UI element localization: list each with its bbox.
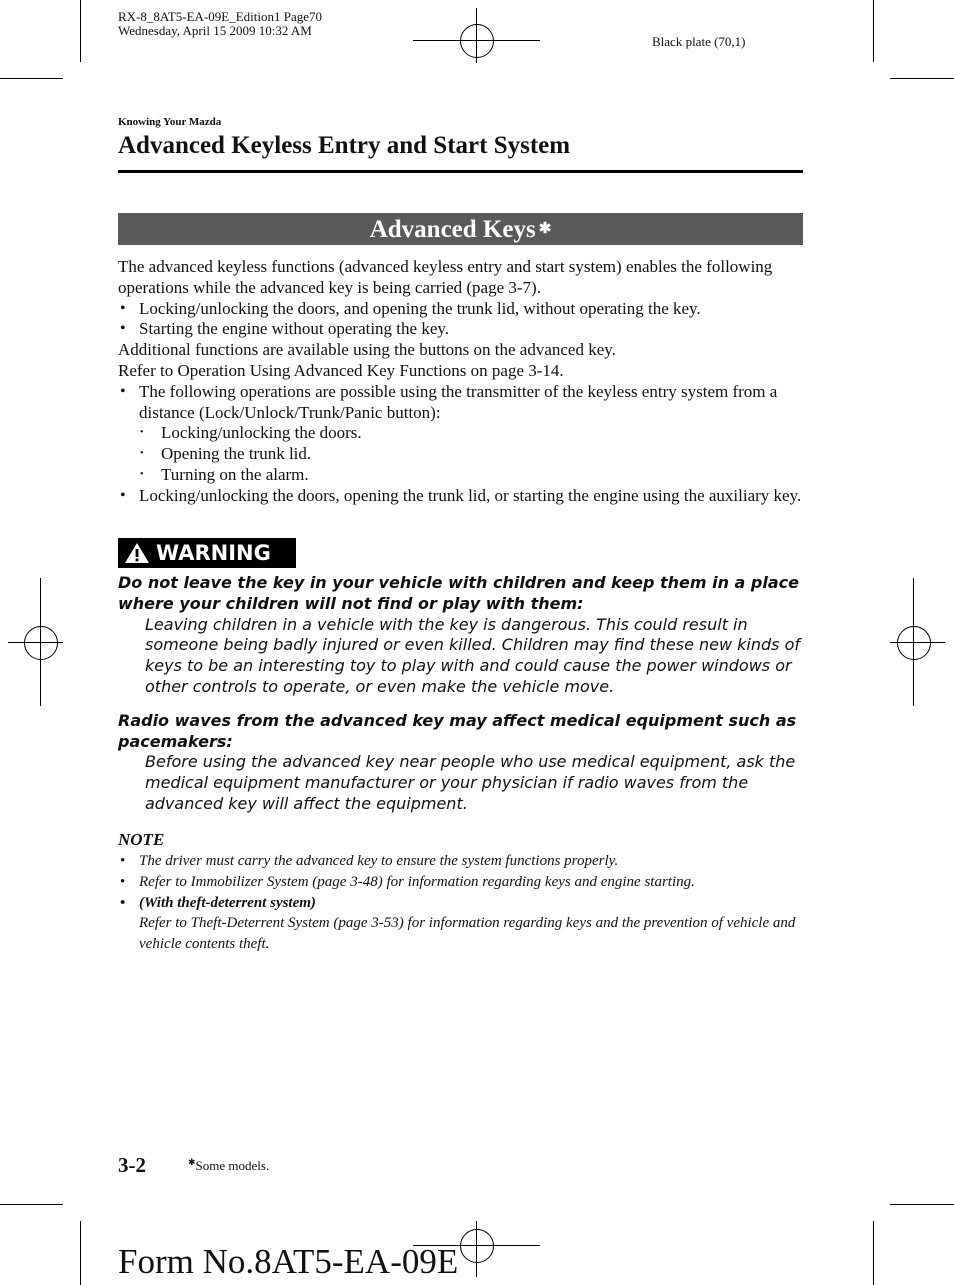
intro-sub-bullet: • Locking/unlocking the doors. bbox=[118, 423, 803, 444]
print-info-line1: RX-8_8AT5-EA-09E_Edition1 Page70 bbox=[118, 9, 323, 24]
section-title: Advanced Keyless Entry and Start System bbox=[118, 132, 571, 159]
intro-paragraph: The advanced keyless functions (advanced keyless entry and start system) enables the following operations while the advanced key is being carried (page 3-7). bbox=[118, 257, 773, 297]
warning-heading: Do not leave the key in your vehicle with children and keep them in a place where your children will not find or play with them: bbox=[118, 573, 799, 613]
asterisk-icon: ✱ bbox=[188, 1157, 196, 1167]
intro-bullet: • Locking/unlocking the doors, and opening the trunk lid, without operating the key. bbox=[118, 299, 803, 320]
intro-bullet: • Starting the engine without operating the key. bbox=[118, 319, 803, 340]
footnote bbox=[188, 1157, 269, 1174]
intro-section bbox=[118, 257, 803, 507]
print-info bbox=[118, 10, 322, 38]
print-info-line2: Wednesday, April 15 2009 10:32 AM bbox=[118, 23, 312, 38]
section-rule bbox=[118, 170, 803, 173]
note-item: • Refer to Immobilizer System (page 3-48) for information regarding keys and engine starting. bbox=[118, 872, 803, 893]
note-item-body: Refer to Theft-Deterrent System (page 3-53) for information regarding keys and the prevention of vehicle and vehicle contents theft. bbox=[139, 915, 796, 953]
breadcrumb: Knowing Your Mazda bbox=[118, 116, 222, 128]
section-banner bbox=[118, 213, 803, 245]
page-number: 3-2 bbox=[118, 1153, 146, 1177]
banner-title: Advanced Keys bbox=[369, 216, 536, 243]
warning-heading: Radio waves from the advanced key may affect medical equipment such as pacemakers: bbox=[118, 710, 797, 751]
intro-bullet: • The following operations are possible using the transmitter of the keyless entry system from a distance (Lock/Unlock/Trunk/Panic button): bbox=[118, 382, 803, 424]
footnote-text: Some models. bbox=[195, 1158, 270, 1173]
warning-badge bbox=[118, 538, 296, 568]
note-label: NOTE bbox=[118, 830, 165, 849]
note-item: • The driver must carry the advanced key to ensure the system functions properly. bbox=[118, 851, 803, 872]
warning-section bbox=[118, 573, 803, 815]
intro-paragraph: Refer to Operation Using Advanced Key Functions on page 3-14. bbox=[118, 360, 564, 380]
warning-triangle-icon bbox=[124, 542, 150, 564]
intro-sub-bullet: • Turning on the alarm. bbox=[118, 465, 803, 486]
intro-bullet: • Locking/unlocking the doors, opening the trunk lid, or starting the engine using the auxiliary key. bbox=[118, 486, 803, 507]
warning-body: Leaving children in a vehicle with the key is dangerous. This could result in someone being badly injured or even killed. Children may find these new kinds of keys to be an interesting toy to play with and could cause the power windows or other controls to operate, or even make the vehicle move. bbox=[145, 614, 801, 696]
form-number: Form No.8AT5-EA-09E bbox=[118, 1242, 459, 1281]
warning-label: WARNING bbox=[156, 541, 271, 565]
note-item-heading: • (With theft-deterrent system) bbox=[118, 893, 803, 914]
intro-sub-bullet: • Opening the trunk lid. bbox=[118, 444, 803, 465]
warning-body: Before using the advanced key near people who use medical equipment, ask the medical equipment manufacturer or your physician if radio waves from the advanced key will affect the equipment. bbox=[145, 752, 796, 813]
plate-label: Black plate (70,1) bbox=[652, 34, 746, 49]
intro-paragraph: Additional functions are available using the buttons on the advanced key. bbox=[118, 340, 616, 360]
note-section bbox=[118, 829, 803, 955]
asterisk-icon: ✱ bbox=[538, 221, 552, 237]
